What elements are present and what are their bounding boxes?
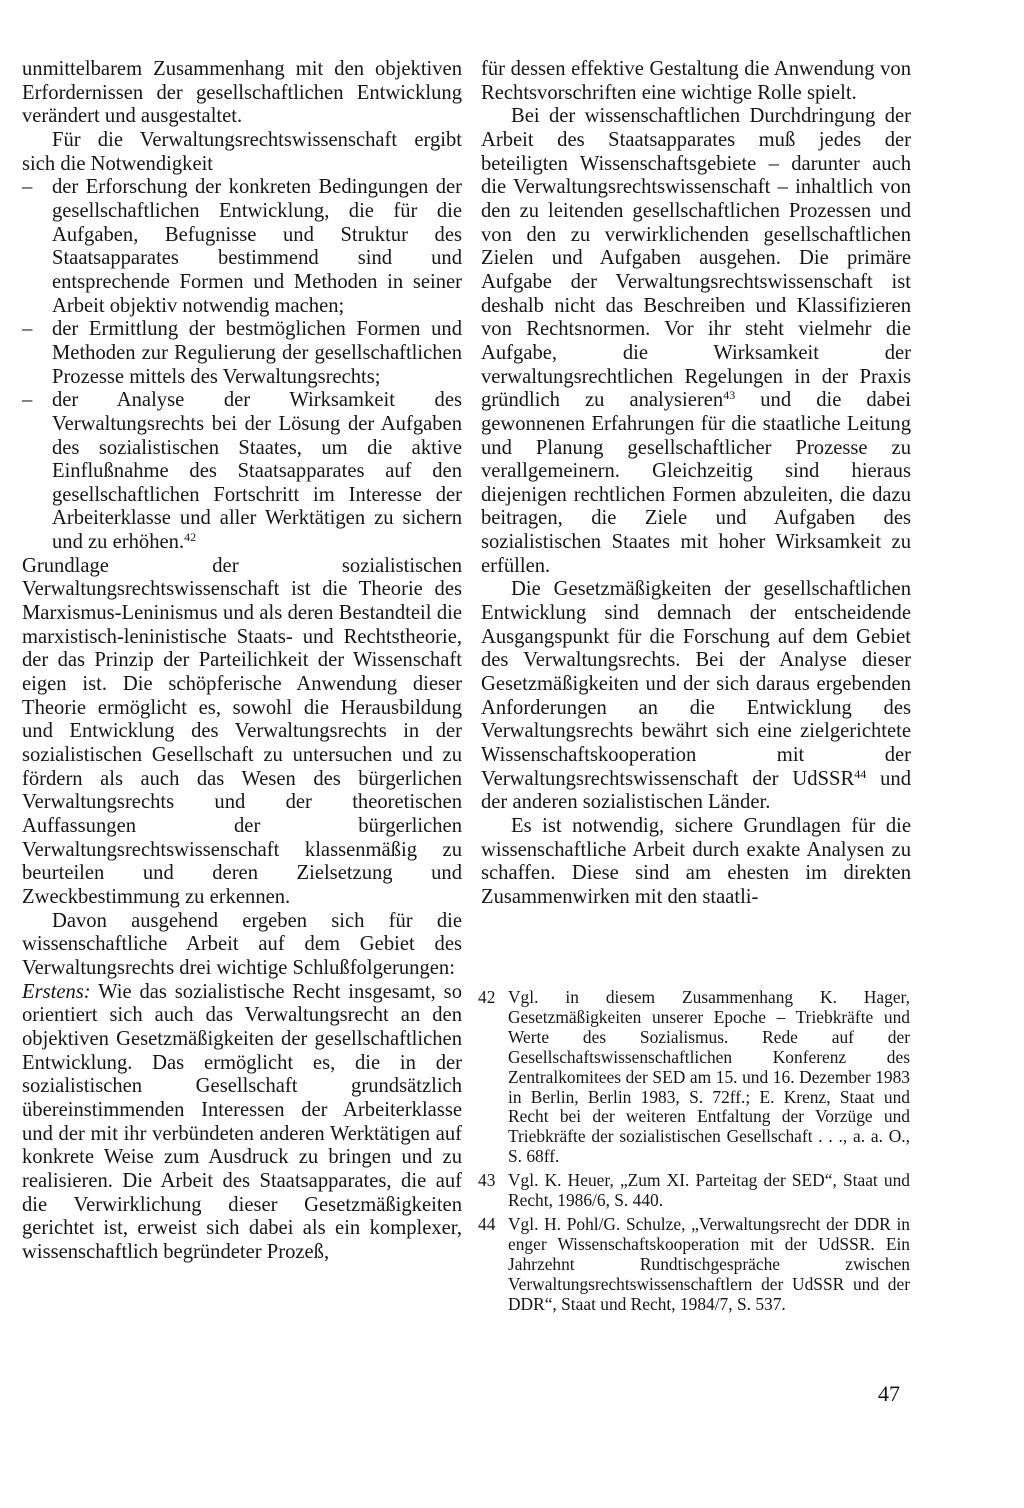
enumeration-label: Erstens: <box>22 980 91 1003</box>
list-item: – der Erforschung der konkreten Bedingungen der gesellschaftlichen Entwicklung, die für die Aufgaben, Befugnisse und Struktur des Staatsapparates bestimmend sind und entsprechende Formen und Methoden in seiner Arbeit objektiv notwendig machen; <box>22 176 462 318</box>
paragraph: Bei der wissenschaftlichen Durchdringung der Arbeit des Staatsapparates muß jedes der beteiligten Wissenschaftsgebiete – darunter auch die Verwaltungsrechtswissenschaft – inhaltlich von den zu leitenden gesellschaftlichen Prozessen und von den zu verwirklichenden gesellschaftlichen Zielen und Aufgaben ausgehen. Die primäre Aufgabe der Verwaltungsrechtswissenschaft ist deshalb nicht das Beschreiben und Klassifizieren von Rechtsnormen. Vor ihr steht vielmehr die Aufgabe, die Wirksamkeit der verwaltungsrechtlichen Regelungen in der Praxis gründlich zu analysieren$^{43}$ und die dabei gewonnenen Erfahrungen für die staatliche Leitung und Planung gesellschaftlicher Prozesse zu verallgemeinern. Gleichzeitig sind hieraus diejenigen rechtlichen Formen abzuleiten, die dazu beitragen, die Ziele und Aufgaben des sozialistischen Staates mit hoher Wirksamkeit zu erfüllen. <box>481 105 911 577</box>
paragraph: Grundlage der sozialistischen Verwaltungsrechtswissenschaft ist die Theorie des Marxismus-Leninismus und als deren Bestandteil die marxistisch-leninistische Staats- und Rechtstheorie, der das Prinzip der Parteilichkeit der Wissenschaft eigen ist. Die schöpferische Anwendung dieser Theorie ermöglicht es, sowohl die Herausbildung und Entwicklung des Verwaltungsrechts in der sozialistischen Gesellschaft zu untersuchen und zu fördern als auch das Wesen des bürgerlichen Verwaltungsrechts und der theoretischen Auffassungen der bürgerlichen Verwaltungsrechtswissenschaft klassenmäßig zu beurteilen und deren Zielsetzung und Zweckbestimmung zu erkennen. <box>22 554 462 908</box>
right-column <box>481 58 911 910</box>
footnote-text: Vgl. K. Heuer, „Zum XI. Parteitag der SED“, Staat und Recht, 1986/6, S. 440. <box>508 1170 910 1211</box>
dash-list <box>22 176 462 555</box>
footnote-number: 43 <box>478 1170 496 1191</box>
list-item: – der Ermittlung der bestmöglichen Formen und Methoden zur Regulierung der gesellschaftlichen Prozesse mittels des Verwaltungsrechts; <box>22 318 462 389</box>
page-number: 47 <box>878 1381 900 1406</box>
footnote-ref[interactable]: 43 <box>723 388 736 403</box>
paragraph: für dessen effektive Gestaltung die Anwendung von Rechtsvorschriften eine wichtige Rolle spielt. <box>481 58 911 104</box>
footnotes <box>478 988 910 1315</box>
paragraph: Für die Verwaltungsrechtswissenschaft ergibt sich die Notwendigkeit <box>22 128 462 175</box>
paragraph: Erstens: Wie das sozialistische Recht insgesamt, so orientiert sich auch das Verwaltungsrecht an den objektiven Gesetzmäßigkeiten der gesellschaftlichen Entwicklung. Das ermöglicht es, die in der sozialistischen Gesellschaft grundsätzlich übereinstimmenden Interessen der Arbeiterklasse und der mit ihr verbündeten anderen Werktätigen auf konkrete Weise zum Ausdruck zu bringen und zu realisieren. Die Arbeit des Staatsapparates, die auf die Verwirklichung dieser Gesetzmäßigkeiten gerichtet ist, erweist sich dabei als ein komplexer, wissenschaftlich begründeter Prozeß, <box>22 980 462 1263</box>
footnote-number: 42 <box>478 987 496 1007</box>
footnote <box>478 988 910 1167</box>
footnote-ref[interactable]: 42 <box>184 530 197 545</box>
footnote-text: Vgl. in diesem Zusammenhang K. Hager, Gesetzmäßigkeiten unserer Epoche – Triebkräfte und Werte des Sozialismus. Rede auf der Gesellschaftswissenschaftlichen Konferenz des Zentralkomitees der SED am 15. und 16. Dezember 1983 in Berlin, Berlin 1983, S. 72ff.; E. Krenz, Staat und Recht bei der weiteren Entfaltung der Vorzüge und Triebkräfte der sozialistischen Gesellschaft . . ., a. a. O., S. 68ff. <box>508 987 910 1167</box>
footnote-number: 44 <box>478 1213 496 1234</box>
footnote <box>478 1171 910 1211</box>
list-item: – der Analyse der Wirksamkeit des Verwaltungsrechts bei der Lösung der Aufgaben des sozialistischen Staates, um die aktive Einflußnahme des Staatsapparates auf den gesellschaftlichen Fortschritt im Interesse der Arbeiterklasse und aller Werktätigen zu sichern und zu erhöhen.$^{42}$ <box>22 389 462 555</box>
paragraph: Die Gesetzmäßigkeiten der gesellschaftlichen Entwicklung sind demnach der entscheidende Ausgangspunkt für die Forschung auf dem Gebiet des Verwaltungsrechts. Bei der Analyse dieser Gesetzmäßigkeiten und der sich daraus ergebenden Anforderungen an die Entwicklung des Verwaltungsrechts bewährt sich eine zielgerichtete Wissenschaftskooperation mit der Verwaltungsrechtswissenschaft der UdSSR$^{44}$ und der anderen sozialistischen Länder. <box>481 578 911 814</box>
paragraph: Davon ausgehend ergeben sich für die wissenschaftliche Arbeit auf dem Gebiet des Verwaltungsrechts drei wichtige Schlußfolgerungen: <box>22 909 462 979</box>
footnote-text: Vgl. H. Pohl/G. Schulze, „Verwaltungsrecht der DDR in enger Wissenschaftskooperation mit der UdSSR. Ein Jahrzehnt Rundtischgespräche zwischen Verwaltungsrechtswissenschaftlern der UdSSR und der DDR“, Staat und Recht, 1984/7, S. 537. <box>508 1213 910 1314</box>
paragraph: unmittelbarem Zusammenhang mit den objektiven Erfordernissen der gesellschaftlichen Entwicklung verändert und ausgestaltet. <box>22 58 462 128</box>
footnote <box>478 1215 910 1315</box>
footnote-ref[interactable]: 44 <box>854 766 867 781</box>
paragraph: Es ist notwendig, sichere Grundlagen für die wissenschaftliche Arbeit durch exakte Analysen zu schaffen. Diese sind am ehesten im direkten Zusammenwirken mit den staatli- <box>481 815 911 908</box>
left-column <box>22 58 462 1264</box>
